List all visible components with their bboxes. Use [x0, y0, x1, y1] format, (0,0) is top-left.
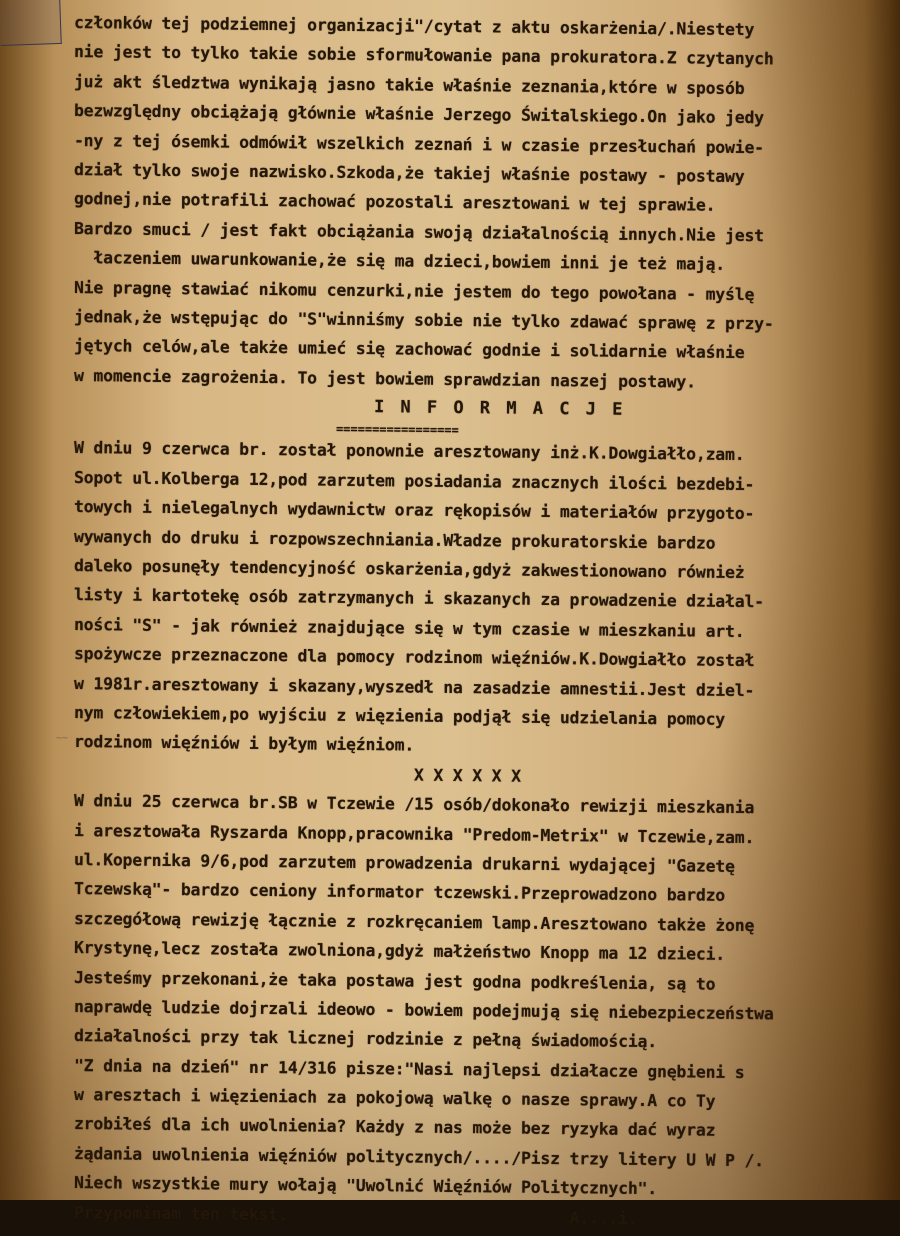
- signature-line: Przypominam ten tekst. A....i.: [73, 1202, 638, 1228]
- text-line: Jesteśmy przekonani,że taka postawa jest godna podkreślenia, są to: [73, 967, 716, 994]
- corner-stamp: [0, 0, 62, 46]
- text-line: już akt śledztwa wynikają jasno takie właśnie zeznania,które w sposób: [73, 71, 745, 98]
- text-line: szczegółową rewizję łącznie z rozkręcaniem lamp.Aresztowano także żonę: [73, 908, 755, 935]
- text-line: jednak,że wstępując do "S"winniśmy sobie nie tylko zdawać sprawę z przy-: [73, 306, 774, 334]
- text-line: w aresztach i więzieniach za pokojową walkę o nasze sprawy.A co Ty: [73, 1085, 716, 1111]
- text-line: żądania uwolnienia więźniów politycznych/..../Pisz trzy litery U W P /.: [73, 1143, 765, 1171]
- text-line: -ny z tej ósemki odmówił wszelkich zeznań i w czasie przesłuchań powie-: [73, 130, 765, 157]
- text-line: Tczewską"- bardzo ceniony informator tczewski.Przeprowadzono bardzo: [73, 879, 726, 906]
- text-line: Sopot ul.Kolberga 12,pod zarzutem posiadania znacznych ilości bezdebi-: [73, 467, 755, 494]
- text-line: W dniu 25 czerwca br.SB w Tczewie /15 osób/dokonało rewizji mieszkania: [73, 791, 755, 818]
- text-line: wywanych do druku i rozpowszechnianiа.Władze prokuratorskie bardzo: [73, 526, 716, 553]
- section-heading: I N F O R M A C J E: [373, 397, 626, 420]
- text-line: Nie pragnę stawiać nikomu cenzurki,nie jestem do tego powołana - myślę: [73, 277, 755, 304]
- text-line: "Z dnia na dzień" nr 14/316 pisze:"Nasi najlepsi działacze gnębieni s: [73, 1055, 745, 1082]
- text-line: w 1981r.aresztowany i skazany,wyszedł na zasadzie amnestii.Jest dziel-: [73, 673, 755, 700]
- text-line: członków tej podziemnej organizacji"/cytat z aktu oskarżenia/.Niestety: [73, 13, 755, 40]
- text-line: W dniu 9 czerwca br. został ponownie aresztowany inż.K.Dowgiałło,zam.: [73, 438, 745, 465]
- text-line: naprawdę ludzie dojrzali ideowo - bowiem podejmują się niebezpieczeństwa: [73, 996, 774, 1024]
- heading-underline: =================: [335, 422, 459, 438]
- text-line: Krystynę,lecz została zwolniona,gdyż małżeństwo Knopp ma 12 dzieci.: [73, 938, 726, 964]
- text-line: zrobiłeś dla ich uwolnienia? Każdy z nas może bez ryzyka dać wyraz: [73, 1114, 716, 1141]
- text-line: listy i kartotekę osób zatrzymanych i skazanych za prowadzenie działal-: [73, 585, 765, 612]
- text-line: dział tylko swoje nazwisko.Szkoda,że takiej właśnie postawy - postawy: [73, 159, 745, 186]
- text-line: działalności przy tak licznej rodzinie z pełną świadomością.: [73, 1026, 658, 1052]
- text-line: towych i nielegalnych wydawnictw oraz rękopisów i materiałów przygoto-: [73, 497, 755, 524]
- text-line: ności "S" - jak również znajdujące się w tym czasie w mieszkaniu art.: [73, 614, 745, 641]
- text-line: daleko posunęły tendencyjność oskarżenia,gdyż zakwestionowano również: [73, 556, 745, 583]
- text-line: bezwzględny obciążają głównie właśnie Jerzego Świtalskiego.On jako jedy: [73, 101, 765, 128]
- text-line: jętych celów,ale także umieć się zachować godnie i solidarnie właśnie: [73, 336, 745, 363]
- margin-mark: ~~: [56, 733, 69, 744]
- text-line: rodzinom więźniów i byłym więźniom.: [73, 732, 415, 755]
- text-line: nym człowiekiem,po wyjściu z więzienia podjął się udzielania pomocy: [73, 702, 726, 729]
- text-line: ul.Kopernika 9/6,pod zarzutem prowadzenia drukarni wydającej "Gazetę: [73, 849, 735, 876]
- text-line: spożywcze przeznaczone dla pomocy rodzinom więźniów.K.Dowgiałło został: [73, 644, 755, 671]
- text-line: w momencie zagrożenia. To jest bowiem sprawdzian naszej postawy.: [73, 365, 697, 392]
- text-line: godnej,nie potrafili zachować pozostali aresztowani w tej sprawie.: [73, 189, 716, 216]
- text-line: łaczeniem uwarunkowanie,że się ma dzieci,bowiem inni je też mają.: [73, 248, 726, 274]
- text-line: Niech wszystkie mury wołają "Uwolnić Więźniów Politycznych".: [73, 1173, 658, 1199]
- text-line: nie jest to tylko takie sobie sformułowanie pana prokuratora.Z czytanych: [73, 42, 774, 69]
- text-line: Bardzo smuci / jest fakt obciążania swoją działalnością innych.Nie jest: [73, 218, 765, 245]
- text-line: i aresztowała Ryszarda Knopp,pracownika "Predom-Metrix" w Tczewie,zam.: [73, 820, 755, 847]
- section-separator: X X X X X X: [413, 765, 521, 786]
- typewritten-text: [73, 8, 894, 1228]
